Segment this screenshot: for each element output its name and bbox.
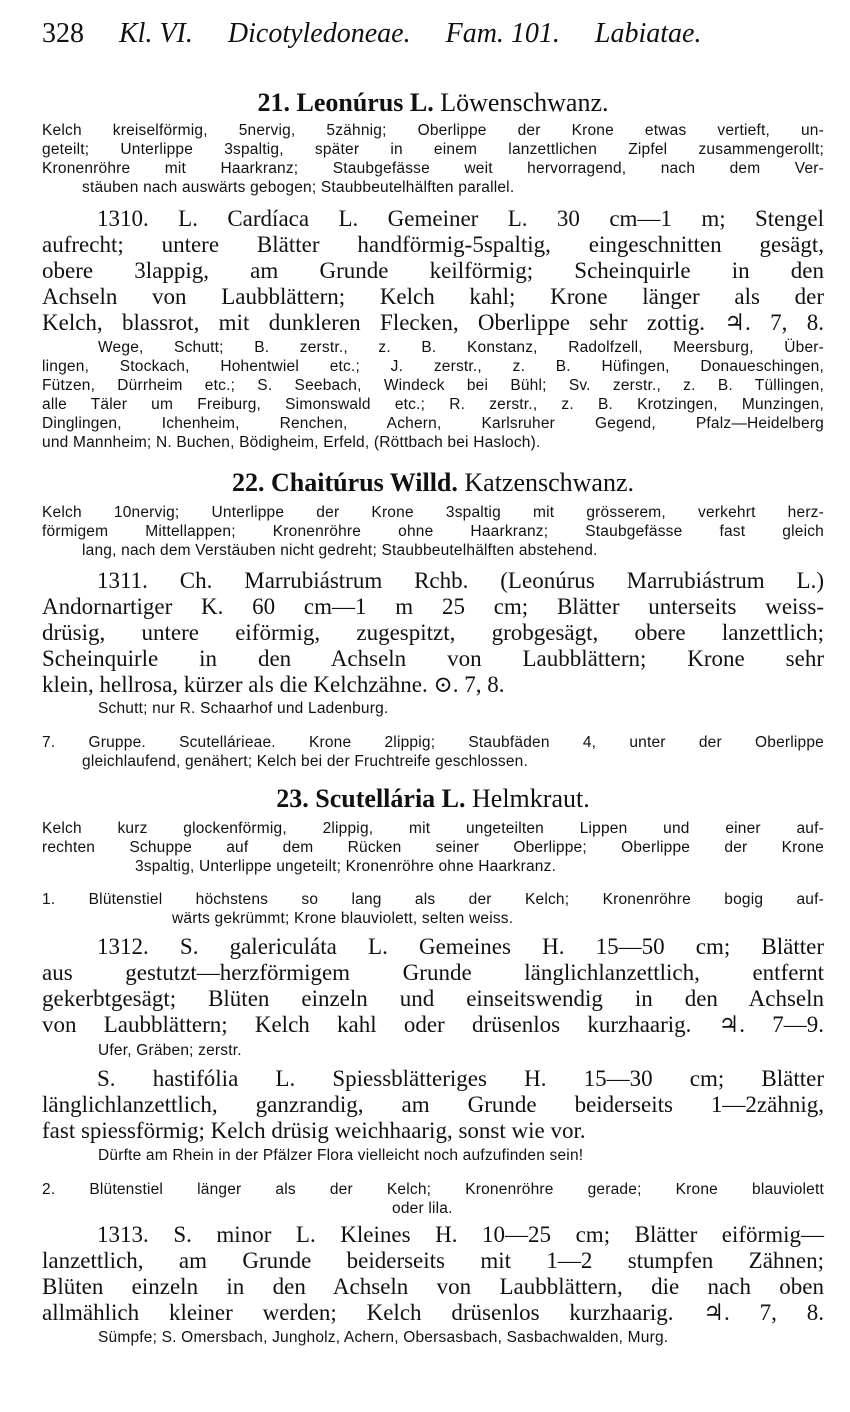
- text-line: Kronenröhre mit Haarkranz; Staubgefässe weit hervorragend, nach dem Ver-: [42, 160, 824, 177]
- text-line: Wege, Schutt; B. zerstr., z. B. Konstanz, Radolfzell, Meersburg, Über-: [98, 339, 824, 356]
- text-line: fast spiessförmig; Kelch drüsig weichhaarig, sonst wie vor.: [42, 1118, 586, 1143]
- species-localities: [42, 1146, 824, 1165]
- header-order: Dicotyledoneae.: [227, 18, 411, 49]
- genus-name: Leonúrus L.: [296, 88, 434, 117]
- text-line: Dinglingen, Ichenheim, Renchen, Achern, Karlsruher Gegend, Pfalz—Heidelberg: [42, 415, 824, 432]
- text-line: lingen, Stockach, Hohentwiel etc.; J. zerstr., z. B. Hüfingen, Donaueschingen,: [42, 358, 824, 375]
- text-line: 1312. S. galericuláta L. Gemeines H. 15—50 cm; Blätter: [97, 934, 824, 959]
- group-heading: [42, 733, 824, 771]
- text-line: Dürfte am Rhein in der Pfälzer Flora vielleicht noch aufzufinden sein!: [98, 1147, 584, 1164]
- header-class: Kl. VI.: [119, 18, 193, 49]
- running-header: [42, 18, 822, 50]
- genus-number: 23.: [276, 784, 309, 813]
- text-line: allmählich kleiner werden; Kelch drüsenlos kurzhaarig. ♃. 7, 8.: [42, 1300, 824, 1325]
- text-line: gleichlaufend, genähert; Kelch bei der Fruchtreife geschlossen.: [82, 753, 529, 770]
- text-line: von Laubblättern; Kelch kahl oder drüsenlos kurzhaarig. ♃. 7—9.: [42, 1012, 824, 1037]
- text-line: aus gestutzt—herzförmigem Grunde länglichlanzettlich, entfernt: [42, 960, 824, 985]
- species-localities: [42, 338, 824, 452]
- header-family: Fam. 101.: [445, 18, 560, 49]
- text-line: geteilt; Unterlippe 3spaltig, später in einem lanzettlichen Zipfel zusammengerollt;: [42, 141, 824, 158]
- genus-heading: [42, 784, 824, 814]
- genus-description: [42, 819, 824, 876]
- text-line: obere 3lappig, am Grunde keilförmig; Scheinquirle in den: [42, 258, 824, 283]
- genus-common-name: Helmkraut.: [472, 784, 590, 813]
- species-entry: [42, 1066, 824, 1144]
- key-lead: [42, 890, 824, 928]
- text-line: stäuben nach auswärts gebogen; Staubbeutelhälften parallel.: [82, 179, 515, 196]
- text-line: 1310. L. Cardíaca L. Gemeiner L. 30 cm—1 m; Stengel: [97, 206, 824, 231]
- text-line: S. hastifólia L. Spiessblätteriges H. 15—30 cm; Blätter: [97, 1066, 824, 1091]
- text-line: rechten Schuppe auf dem Rücken seiner Oberlippe; Oberlippe der Krone: [42, 839, 824, 856]
- text-line: 1. Blütenstiel höchstens so lang als der Kelch; Kronenröhre bogig auf-: [42, 891, 824, 908]
- species-localities: [42, 1041, 824, 1060]
- text-line: und Mannheim; N. Buchen, Bödigheim, Erfeld, (Röttbach bei Hasloch).: [42, 434, 541, 451]
- species-localities: [42, 699, 824, 718]
- genus-number: 21.: [257, 88, 290, 117]
- text-line: aufrecht; untere Blätter handförmig-5spaltig, eingeschnitten gesägt,: [42, 232, 824, 257]
- genus-name: Scutellária L.: [315, 784, 466, 813]
- genus-common-name: Katzenschwanz.: [464, 468, 635, 497]
- text-line: Scheinquirle in den Achseln von Laubblättern; Krone sehr: [42, 646, 824, 671]
- genus-heading: [42, 88, 824, 118]
- species-entry: [42, 206, 824, 336]
- text-line: Achseln von Laubblättern; Kelch kahl; Krone länger als der: [42, 284, 824, 309]
- header-family-name: Labiatae.: [594, 18, 702, 49]
- text-line: Schutt; nur R. Schaarhof und Ladenburg.: [98, 700, 389, 717]
- text-line: gekerbtgesägt; Blüten einzeln und einseitswendig in den Achseln: [42, 986, 824, 1011]
- text-line: Kelch kurz glockenförmig, 2lippig, mit ungeteilten Lippen und einer auf-: [42, 820, 824, 837]
- species-entry: [42, 934, 824, 1038]
- species-entry: [42, 568, 824, 698]
- text-line: Kelch, blassrot, mit dunkleren Flecken, Oberlippe sehr zottig. ♃. 7, 8.: [42, 310, 824, 335]
- text-line: lang, nach dem Verstäuben nicht gedreht; Staubbeutelhälften abstehend.: [82, 542, 598, 559]
- text-line: 1311. Ch. Marrubiástrum Rchb. (Leonúrus Marrubiástrum L.): [97, 568, 824, 593]
- text-line: Fützen, Dürrheim etc.; S. Seebach, Windeck bei Bühl; Sv. zerstr., z. B. Tüllingen,: [42, 377, 824, 394]
- text-line: klein, hellrosa, kürzer als die Kelchzähne. ⊙. 7, 8.: [42, 672, 505, 697]
- text-line: förmigem Mittellappen; Kronenröhre ohne Haarkranz; Staubgefässe fast gleich: [42, 523, 824, 540]
- genus-description: [42, 503, 824, 560]
- text-line: 2. Blütenstiel länger als der Kelch; Kronenröhre gerade; Krone blauviolett: [42, 1181, 824, 1198]
- text-line: Ufer, Gräben; zerstr.: [98, 1042, 242, 1059]
- text-line: 1313. S. minor L. Kleines H. 10—25 cm; Blätter eiförmig—: [97, 1222, 824, 1247]
- text-line: alle Täler um Freiburg, Simonswald etc.; R. zerstr., z. B. Krotzingen, Munzingen,: [42, 396, 824, 413]
- text-line: länglichlanzettlich, ganzrandig, am Grunde beiderseits 1—2zähnig,: [42, 1092, 824, 1117]
- key-lead: [42, 1180, 824, 1218]
- page-number: 328: [42, 18, 84, 49]
- text-line: Andornartiger K. 60 cm—1 m 25 cm; Blätter unterseits weiss-: [42, 594, 824, 619]
- species-localities: [42, 1328, 824, 1347]
- text-line: drüsig, untere eiförmig, zugespitzt, grobgesägt, obere lanzettlich;: [42, 620, 824, 645]
- genus-heading: [42, 468, 824, 498]
- text-line: 7. Gruppe. Scutellárieae. Krone 2lippig; Staubfäden 4, unter der Oberlippe: [42, 734, 824, 751]
- text-line: 3spaltig, Unterlippe ungeteilt; Kronenröhre ohne Haarkranz.: [135, 858, 557, 875]
- text-line: Kelch kreiselförmig, 5nervig, 5zähnig; Oberlippe der Krone etwas vertieft, un-: [42, 122, 824, 139]
- species-entry: [42, 1222, 824, 1326]
- text-line: Sümpfe; S. Omersbach, Jungholz, Achern, Obersasbach, Sasbachwalden, Murg.: [98, 1329, 669, 1346]
- text-line: Blüten einzeln in den Achseln von Laubblättern, die nach oben: [42, 1274, 824, 1299]
- genus-name: Chaitúrus Willd.: [270, 468, 458, 497]
- text-line: Kelch 10nervig; Unterlippe der Krone 3spaltig mit grösserem, verkehrt herz-: [42, 504, 824, 521]
- text-line: lanzettlich, am Grunde beiderseits mit 1—2 stumpfen Zähnen;: [42, 1248, 824, 1273]
- genus-description: [42, 121, 824, 197]
- genus-common-name: Löwenschwanz.: [440, 88, 609, 117]
- text-line: wärts gekrümmt; Krone blauviolett, selten weiss.: [172, 910, 514, 927]
- genus-number: 22.: [231, 468, 265, 497]
- text-line: oder lila.: [392, 1200, 453, 1217]
